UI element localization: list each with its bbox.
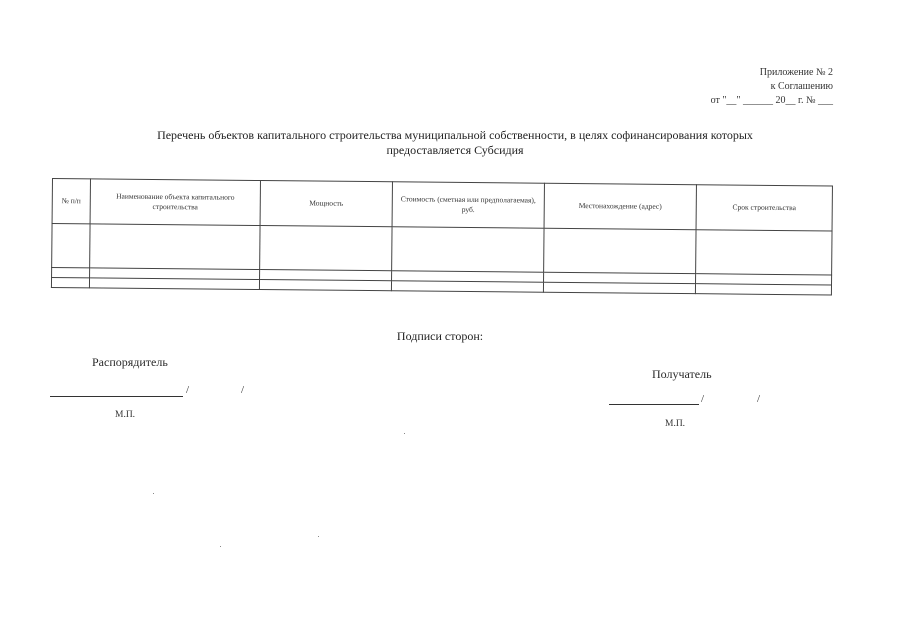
- right-signature-slash-2: /: [757, 393, 761, 405]
- left-signature-line: [50, 396, 183, 397]
- header-object-name: Наименование объекта капитального строительства: [90, 179, 260, 226]
- signatures-title: Подписи сторон:: [396, 329, 484, 343]
- table-cell: [260, 225, 392, 270]
- table-cell: [259, 279, 391, 290]
- scan-speck: [318, 536, 319, 537]
- appendix-agreement-ref: к Соглашению: [770, 81, 833, 92]
- party-left-label: Распорядитель: [92, 355, 168, 369]
- table-cell: [52, 268, 90, 278]
- scan-speck: [153, 493, 154, 494]
- document-title-line1: Перечень объектов капитального строительства муниципальной собственности, в целях софинансирования которых: [157, 128, 753, 142]
- document-title-line2: предоставляется Субсидия: [386, 143, 524, 157]
- table-cell: [89, 278, 259, 290]
- header-cost: Стоимость (сметная или предполагаемая), руб.: [392, 182, 544, 228]
- header-capacity: Мощность: [260, 181, 392, 227]
- header-construction-period: Срок строительства: [696, 185, 832, 231]
- table-cell: [392, 227, 544, 272]
- table-cell: [51, 278, 89, 288]
- header-location: Местонахождение (адрес): [544, 183, 696, 229]
- table-cell: [391, 281, 543, 292]
- objects-table: [51, 178, 833, 295]
- table-cell: [543, 282, 695, 293]
- left-signature-slash-1: /: [186, 384, 190, 396]
- appendix-header: [711, 66, 833, 108]
- right-signature-slash-1: /: [701, 393, 705, 405]
- document-title: [110, 128, 800, 158]
- party-right-label: Получатель: [652, 367, 712, 381]
- left-stamp-label: М.П.: [115, 410, 136, 420]
- table-cell: [696, 230, 832, 275]
- header-number: № п/п: [52, 179, 90, 224]
- table-cell: [90, 224, 260, 270]
- right-signature-line: [609, 404, 699, 405]
- table-row: [52, 224, 832, 275]
- table-header-row: [52, 179, 832, 231]
- scan-speck: [220, 546, 221, 547]
- appendix-date-number: от "__" ______ 20__ г. № ___: [710, 95, 833, 106]
- right-stamp-label: М.П.: [665, 419, 686, 429]
- table-cell: [52, 224, 90, 268]
- scan-speck: [404, 433, 405, 434]
- left-signature-slash-2: /: [241, 384, 245, 396]
- objects-table-wrapper: [51, 178, 832, 295]
- appendix-number: Приложение № 2: [759, 67, 833, 78]
- table-cell: [695, 284, 831, 295]
- table-cell: [544, 228, 696, 273]
